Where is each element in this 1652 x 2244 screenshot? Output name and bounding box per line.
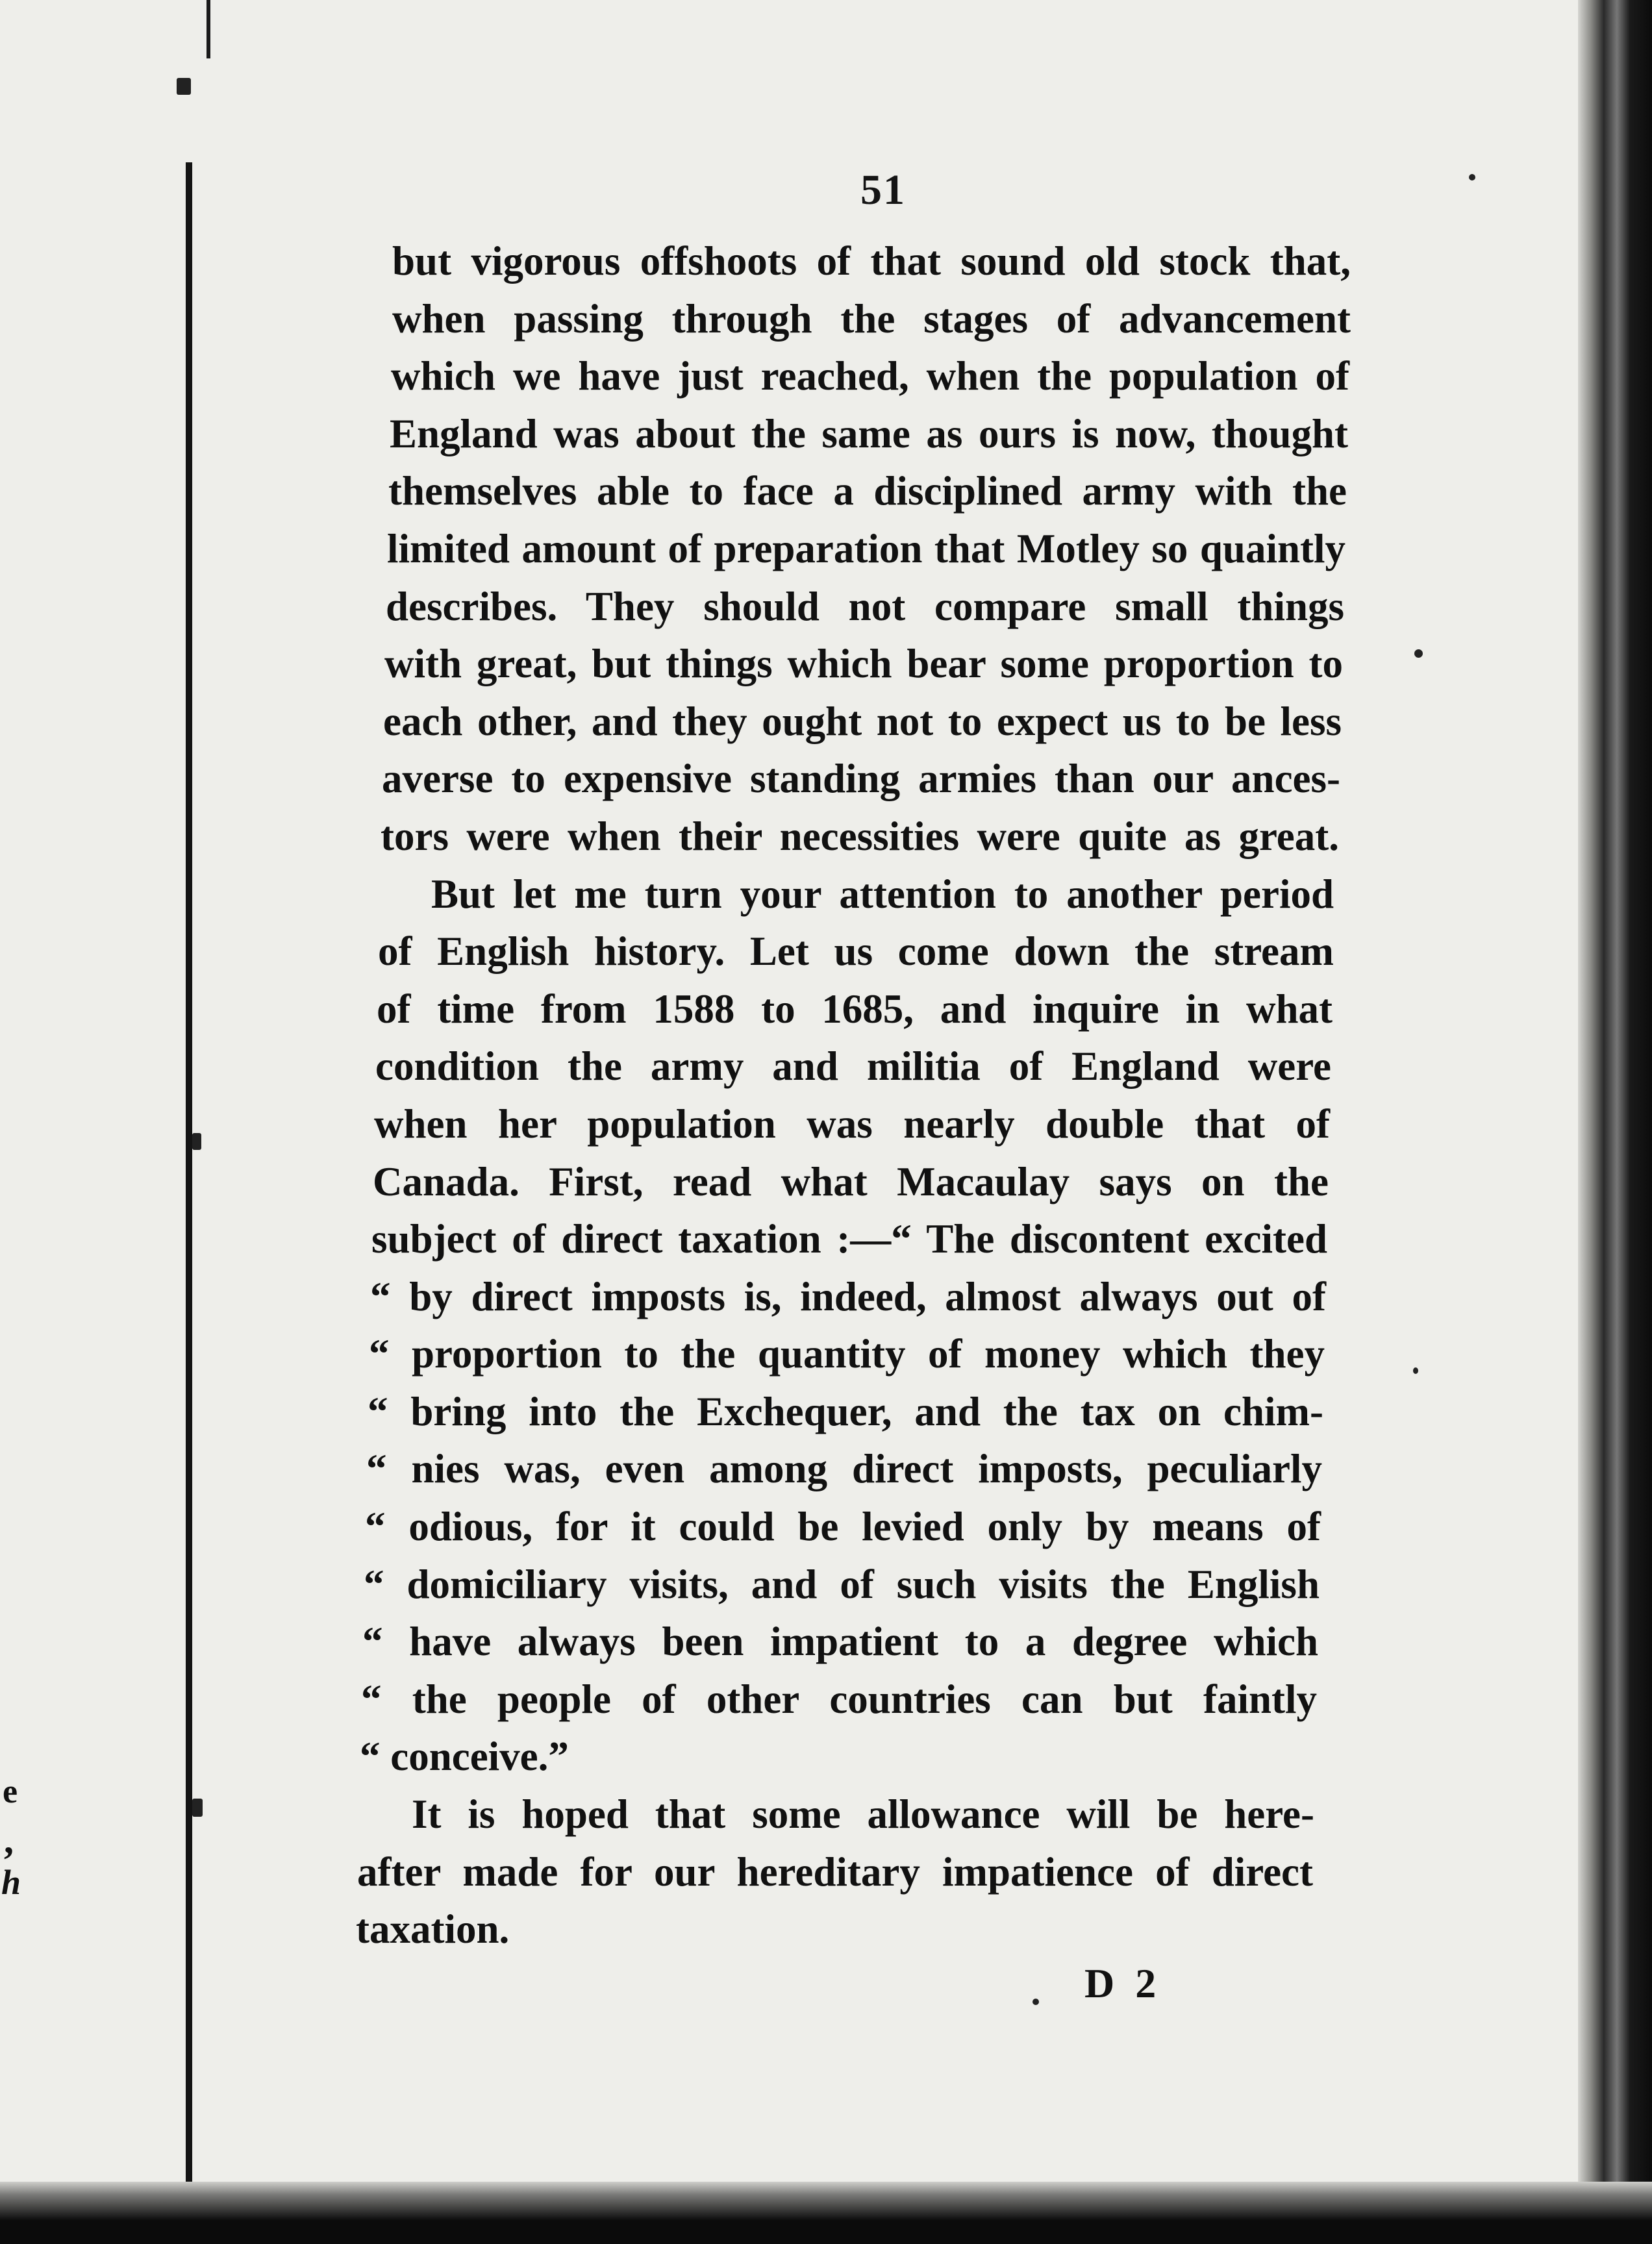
text-line: after made for our hereditary impatience of direct — [357, 1849, 1313, 1895]
text-line: “ proportion to the quantity of money which they — [369, 1331, 1325, 1377]
text-line: when passing through the stages of advancement — [392, 295, 1351, 342]
text-line: with great, but things which bear some proportion to — [384, 641, 1343, 687]
binding-gutter-mark-top — [206, 0, 210, 58]
signature-mark: D 2 — [1084, 1960, 1162, 2006]
text-line: tors were when their necessities were quite as great. — [381, 813, 1339, 859]
text-line: Canada. First, read what Macaulay says on the — [373, 1158, 1329, 1204]
text-line: taxation. — [356, 1906, 510, 1952]
text-line: “ the people of other countries can but faintly — [361, 1676, 1317, 1722]
ink-speck — [1469, 174, 1475, 181]
margin-mark-e: e — [3, 1773, 18, 1810]
text-line: “ bring into the Exchequer, and the tax on chim- — [368, 1388, 1323, 1434]
text-line: “ domiciliary visits, and of such visits the English — [364, 1561, 1320, 1607]
text-line: “ nies was, even among direct imposts, peculiarly — [366, 1446, 1322, 1492]
text-line: themselves able to face a disciplined army with the — [388, 468, 1347, 514]
page-number: 51 — [860, 166, 906, 214]
margin-mark-h: h — [1, 1863, 21, 1902]
text-line: of time from 1588 to 1685, and inquire in what — [377, 986, 1333, 1032]
text-line: describes. They should not compare small things — [386, 583, 1344, 629]
text-line: when her population was nearly double that of — [374, 1101, 1330, 1147]
text-line: It is hoped that some allowance will be here- — [412, 1791, 1314, 1838]
body-text — [356, 232, 1351, 1958]
ink-speck — [192, 1133, 201, 1150]
ink-speck — [192, 1799, 203, 1817]
text-line: averse to expensive standing armies than our ances- — [382, 756, 1340, 802]
text-line: of English history. Let us come down the stream — [378, 929, 1334, 975]
text-line: each other, and they ought not to expect us to be less — [383, 698, 1342, 744]
text-line: “ conceive.” — [360, 1734, 569, 1780]
text-line: which we have just reached, when the population of — [391, 353, 1349, 399]
text-line: But let me turn your attention to another period — [431, 871, 1334, 917]
ink-speck — [1413, 1367, 1418, 1374]
ink-speck — [1414, 649, 1423, 658]
text-line: limited amount of preparation that Motley so quaintly — [387, 525, 1345, 571]
text-line: subject of direct taxation :—“ The discontent excited — [371, 1216, 1327, 1262]
margin-mark-comma: , — [4, 1819, 14, 1862]
text-line: but vigorous offshoots of that sound old stock that, — [392, 238, 1351, 284]
text-line: “ have always been impatient to a degree which — [362, 1619, 1318, 1665]
page-bottom-edge — [0, 2182, 1652, 2244]
text-line: “ odious, for it could be levied only by means of — [365, 1504, 1321, 1550]
text-line: condition the army and militia of England were — [375, 1043, 1331, 1090]
text-line: England was about the same as ours is now, thought — [390, 410, 1348, 456]
ink-speck — [177, 78, 191, 95]
text-line: “ by direct imposts is, indeed, almost always out of — [370, 1273, 1326, 1319]
binding-gutter-line — [186, 162, 192, 2182]
page-right-edge — [1578, 0, 1652, 2244]
ink-speck — [1032, 1999, 1039, 2005]
